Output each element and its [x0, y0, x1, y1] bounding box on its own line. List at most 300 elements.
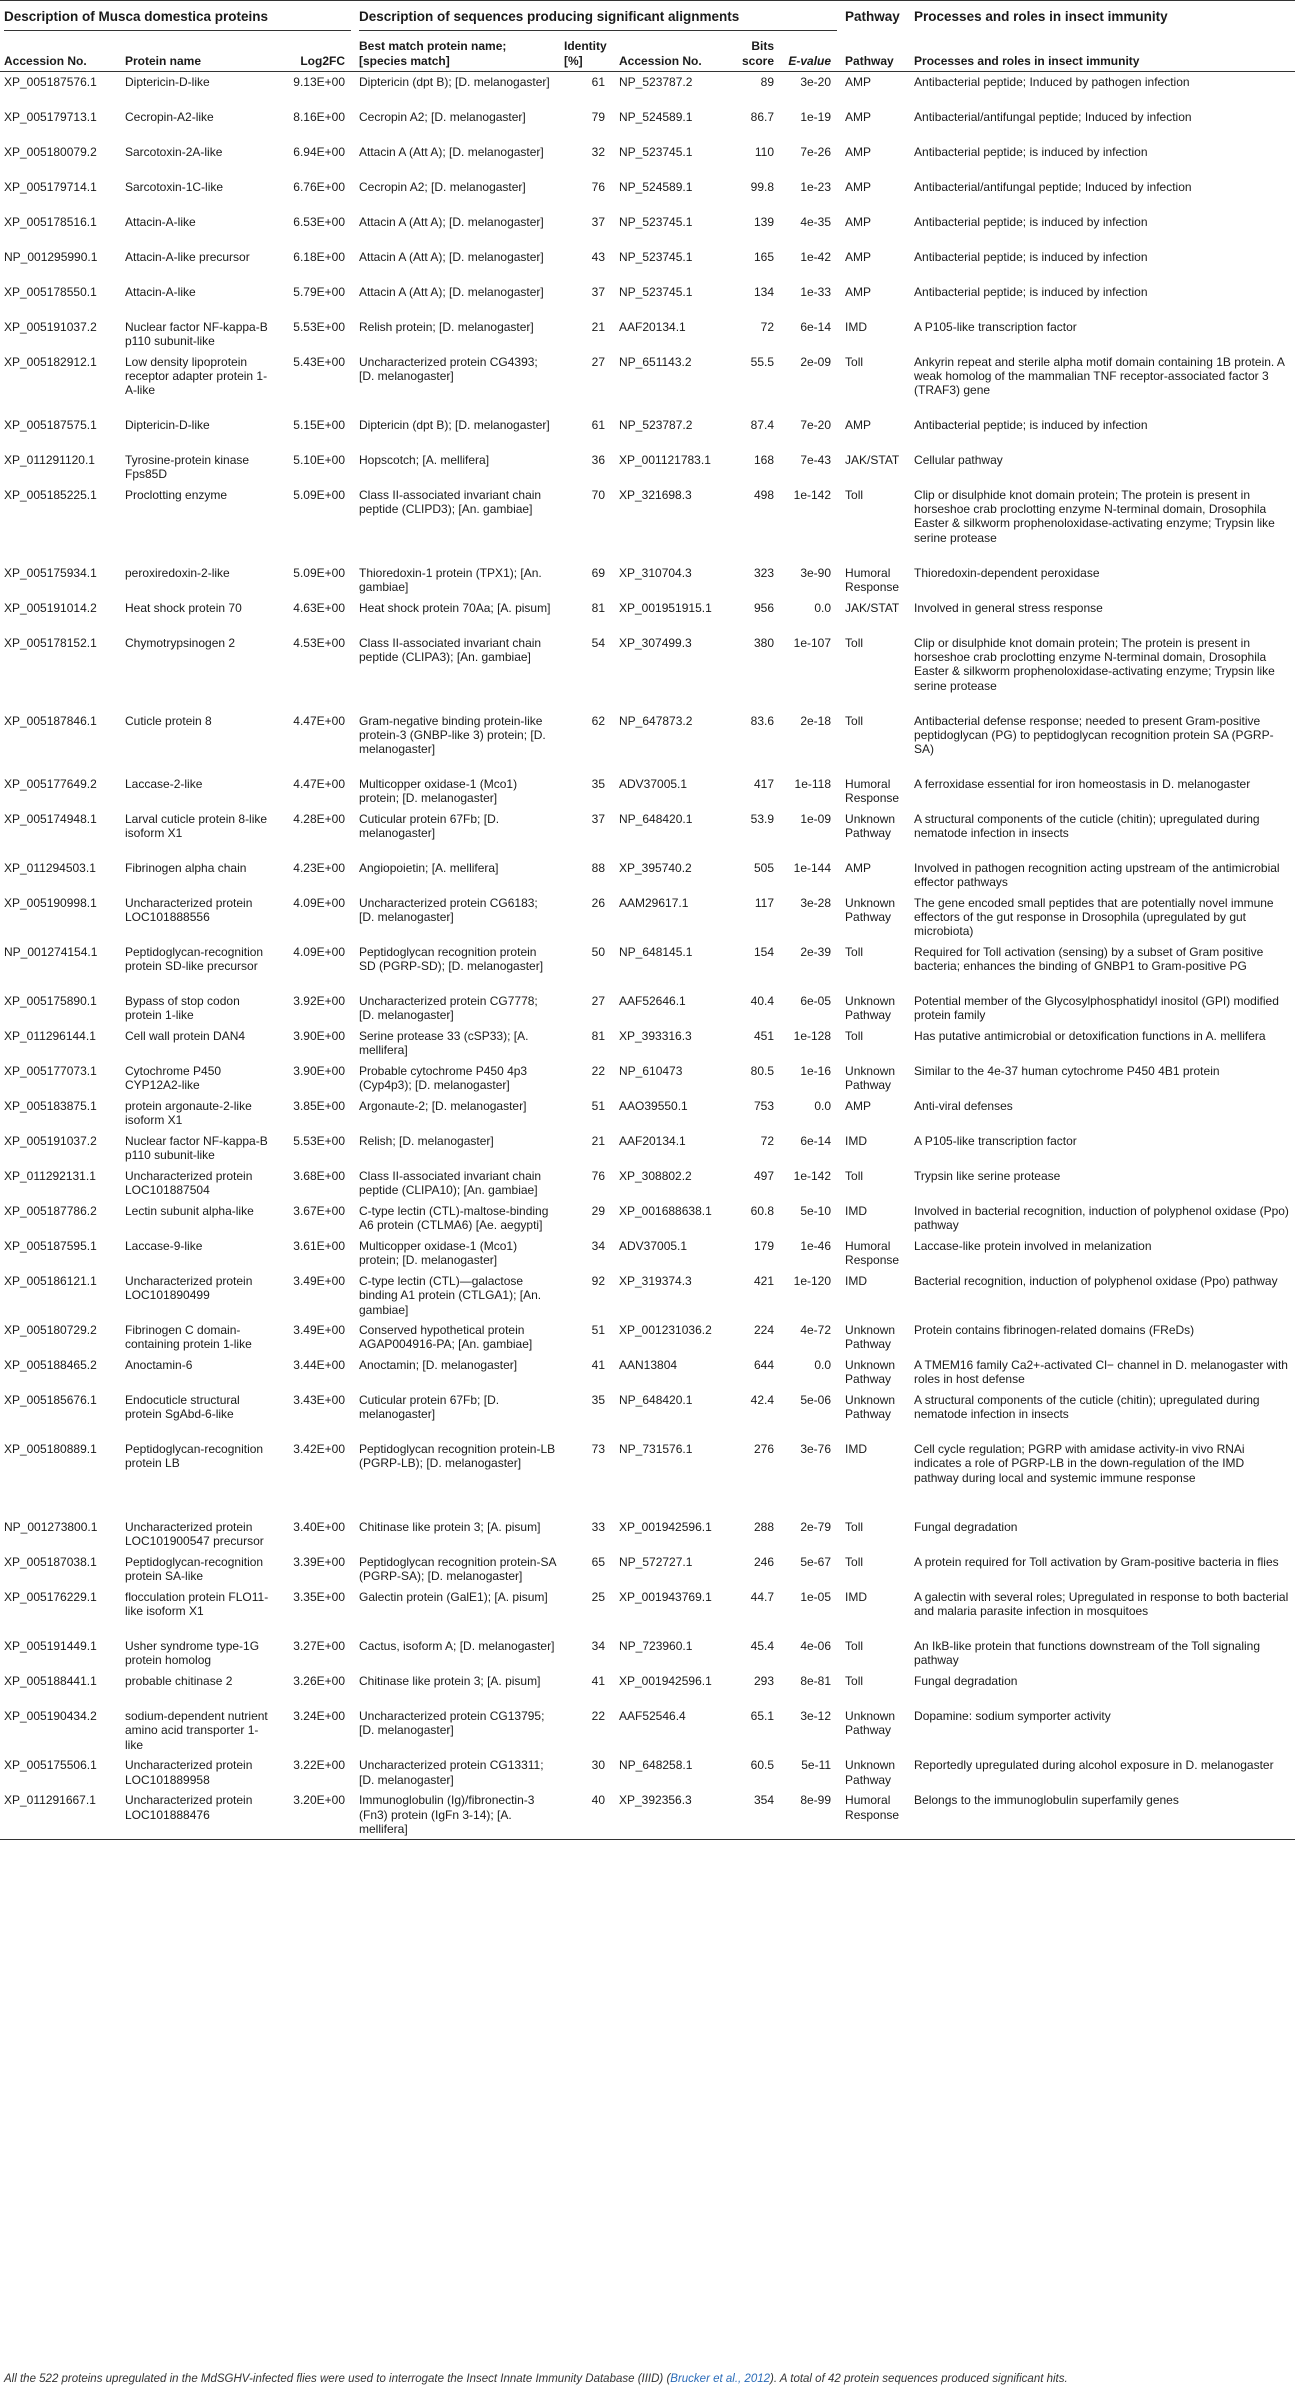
cell-pathway: JAK/STAT	[845, 452, 900, 467]
cell-e-value: 7e-43	[800, 452, 832, 467]
cell-processes: A TMEM16 family Ca2+-activated Cl− channel in D. melanogaster with roles in host defense	[914, 1357, 1288, 1387]
cell-processes: A protein required for Toll activation by Gram-positive bacteria in flies	[914, 1554, 1279, 1569]
cell-processes: Has putative antimicrobial or detoxification functions in A. mellifera	[914, 1028, 1266, 1043]
cell-best-match: Angiopoietin; [A. mellifera]	[359, 860, 499, 875]
cell-bits-score: 644	[753, 1357, 774, 1372]
cell-e-value: 3e-76	[800, 1441, 832, 1456]
cell-log2fc: 5.10E+00	[293, 452, 345, 467]
cell-log2fc: 3.90E+00	[293, 1063, 345, 1078]
cell-processes: Anti-viral defenses	[914, 1098, 1013, 1113]
cell-best-match: Multicopper oxidase-1 (Mco1) protein; [D. melanogaster]	[359, 776, 518, 805]
cell-match-accession: XP_321698.3	[619, 487, 692, 502]
cell-best-match: Argonaute-2; [D. melanogaster]	[359, 1098, 527, 1113]
cell-processes: Fungal degradation	[914, 1519, 1018, 1534]
cell-processes: Cellular pathway	[914, 452, 1003, 467]
cell-identity: 34	[591, 1638, 605, 1653]
cell-pathway: Humoral Response	[845, 1238, 900, 1268]
cell-log2fc: 4.63E+00	[293, 600, 345, 615]
cell-pathway: Toll	[845, 1638, 864, 1653]
cell-accession: XP_005175506.1	[4, 1758, 97, 1773]
table-row	[0, 247, 1295, 282]
cell-pathway: IMD	[845, 1133, 868, 1148]
cell-identity: 36	[591, 452, 605, 467]
cell-processes: A P105-like transcription factor	[914, 1133, 1077, 1148]
cell-pathway: Unknown Pathway	[845, 1322, 896, 1352]
cell-pathway: AMP	[845, 249, 872, 264]
column-header-best-match: Best match protein name; [species match]	[355, 34, 560, 72]
cell-pathway: Toll	[845, 713, 864, 728]
table-row	[0, 633, 1295, 711]
table-row	[0, 107, 1295, 142]
cell-protein-name: Chymotrypsinogen 2	[125, 635, 236, 650]
cell-accession: XP_005191037.2	[4, 319, 97, 334]
cell-accession: XP_005180889.1	[4, 1441, 97, 1456]
cell-log2fc: 3.49E+00	[293, 1273, 345, 1288]
cell-e-value: 1e-120	[793, 1273, 832, 1288]
cell-bits-score: 42.4	[750, 1392, 774, 1407]
cell-e-value: 1e-23	[800, 179, 832, 194]
cell-protein-name: Peptidoglycan-recognition protein SA-like	[125, 1554, 264, 1584]
cell-processes: Antibacterial peptide; is induced by infection	[914, 144, 1148, 159]
cell-processes: Cell cycle regulation; PGRP with amidase activity-in vivo RNAi indicates a role of PGRP-LB in the down-regulation of the IMD pathway during local and systemic immune response	[914, 1441, 1245, 1485]
cell-protein-name: Cytochrome P450 CYP12A2-like	[125, 1063, 222, 1093]
table-row	[0, 1755, 1295, 1790]
cell-log2fc: 4.47E+00	[293, 713, 345, 728]
cell-log2fc: 3.40E+00	[293, 1519, 345, 1534]
cell-best-match: Relish protein; [D. melanogaster]	[359, 319, 534, 334]
cell-log2fc: 3.35E+00	[293, 1589, 345, 1604]
cell-bits-score: 72	[760, 319, 774, 334]
cell-processes: A P105-like transcription factor	[914, 319, 1077, 334]
cell-best-match: Attacin A (Att A); [D. melanogaster]	[359, 249, 544, 264]
cell-pathway: Unknown Pathway	[845, 1063, 896, 1093]
cell-log2fc: 5.09E+00	[293, 565, 345, 580]
cell-accession: XP_005178516.1	[4, 214, 97, 229]
cell-log2fc: 4.09E+00	[293, 944, 345, 959]
cell-accession: XP_005187038.1	[4, 1554, 97, 1569]
cell-protein-name: Nuclear factor NF-kappa-B p110 subunit-like	[125, 1133, 268, 1163]
cell-bits-score: 323	[753, 565, 774, 580]
cell-best-match: C-type lectin (CTL)-maltose-binding A6 protein (CTLMA6) [Ae. aegypti]	[359, 1203, 549, 1233]
cell-best-match: Hopscotch; [A. mellifera]	[359, 452, 490, 467]
table-row	[0, 72, 1295, 107]
cell-bits-score: 80.5	[750, 1063, 774, 1078]
cell-pathway: IMD	[845, 1589, 868, 1604]
cell-identity: 40	[560, 1790, 615, 1840]
cell-processes: Reportedly upregulated during alcohol exposure in D. melanogaster	[914, 1758, 1274, 1773]
table-row	[0, 1390, 1295, 1439]
cell-pathway: Unknown Pathway	[845, 1708, 896, 1738]
cell-identity: 61	[591, 417, 605, 432]
cell-log2fc: 5.43E+00	[293, 354, 345, 369]
cell-bits-score: 87.4	[750, 417, 774, 432]
cell-bits-score: 53.9	[750, 811, 774, 826]
table-row	[0, 1706, 1295, 1755]
cell-log2fc: 3.39E+00	[293, 1554, 345, 1569]
cell-match-accession: NP_610473	[619, 1063, 683, 1078]
cell-accession: XP_011296144.1	[4, 1028, 96, 1043]
cell-e-value: 1e-142	[793, 487, 832, 502]
cell-log2fc: 3.20E+00	[273, 1790, 355, 1840]
table-row	[0, 774, 1295, 809]
cell-match-accession: NP_731576.1	[619, 1441, 693, 1456]
cell-log2fc: 3.85E+00	[293, 1098, 345, 1113]
cell-best-match: Anoctamin; [D. melanogaster]	[359, 1357, 518, 1372]
cell-bits-score: 55.5	[750, 354, 774, 369]
table-row	[0, 212, 1295, 247]
cell-match-accession: NP_648145.1	[619, 944, 693, 959]
cell-match-accession: NP_523745.1	[619, 214, 693, 229]
cell-pathway: Unknown Pathway	[845, 811, 896, 840]
cell-protein-name: Usher syndrome type-1G protein homolog	[125, 1638, 260, 1668]
column-header-row	[0, 34, 1295, 72]
cell-identity: 32	[591, 144, 605, 159]
cell-accession: XP_005187786.2	[4, 1203, 97, 1218]
cell-processes: Dopamine: sodium symporter activity	[914, 1708, 1111, 1723]
cell-accession: NP_001295990.1	[4, 249, 98, 264]
cell-best-match: Class II-associated invariant chain peptide (CLIPD3); [An. gambiae]	[359, 487, 542, 516]
cell-protein-name: Nuclear factor NF-kappa-B p110 subunit-like	[125, 319, 268, 348]
table-row	[0, 1587, 1295, 1636]
cell-best-match: Chitinase like protein 3; [A. pisum]	[359, 1519, 541, 1534]
cell-log2fc: 3.49E+00	[293, 1322, 345, 1337]
cell-identity: 81	[591, 1028, 605, 1043]
cell-processes: Antibacterial defense response; needed to present Gram-positive peptidoglycan (PG) to peptidoglycan recognition protein SA (PGRP-SA)	[914, 713, 1274, 757]
table-row	[0, 858, 1295, 893]
cell-best-match: Cuticular protein 67Fb; [D. melanogaster]	[359, 1392, 500, 1422]
cell-identity: 27	[591, 993, 605, 1008]
cell-pathway: Unknown Pathway	[845, 895, 896, 924]
cell-protein-name: Fibrinogen C domain-containing protein 1-like	[125, 1322, 252, 1352]
cell-log2fc: 6.94E+00	[293, 144, 345, 159]
cell-e-value: 1e-16	[800, 1063, 832, 1078]
cell-identity: 41	[591, 1357, 605, 1372]
cell-bits-score: 154	[753, 944, 774, 959]
cell-accession: XP_005188465.2	[4, 1357, 97, 1372]
table-row	[0, 1271, 1295, 1320]
cell-pathway: Humoral Response	[845, 776, 900, 805]
cell-match-accession: NP_523745.1	[619, 249, 693, 264]
cell-best-match: Peptidoglycan recognition protein-LB (PGRP-LB); [D. melanogaster]	[359, 1441, 556, 1471]
cell-accession: XP_005182912.1	[4, 354, 97, 369]
cell-protein-name: Attacin-A-like	[125, 214, 196, 229]
cell-identity: 88	[591, 860, 605, 875]
cell-protein-name: Laccase-9-like	[125, 1238, 203, 1253]
cell-accession: XP_005185225.1	[4, 487, 97, 502]
cell-pathway: JAK/STAT	[845, 600, 900, 615]
cell-processes: Involved in pathogen recognition acting upstream of the antimicrobial effector pathways	[914, 860, 1280, 889]
cell-e-value: 1e-128	[793, 1028, 832, 1043]
cell-log2fc: 8.16E+00	[293, 109, 345, 124]
cell-pathway: AMP	[845, 860, 872, 875]
cell-e-value: 5e-10	[800, 1203, 832, 1218]
cell-identity: 54	[591, 635, 605, 650]
cell-e-value: 1e-05	[800, 1589, 832, 1604]
cell-bits-score: 505	[753, 860, 774, 875]
table-row	[0, 1320, 1295, 1355]
cell-best-match: Diptericin (dpt B); [D. melanogaster]	[359, 417, 550, 432]
cell-match-accession: AAF20134.1	[619, 1133, 686, 1148]
cell-best-match: Class II-associated invariant chain peptide (CLIPA10); [An. gambiae]	[359, 1168, 542, 1198]
cell-pathway: Humoral Response	[841, 1790, 910, 1840]
cell-bits-score: 168	[753, 452, 774, 467]
cell-match-accession: ADV37005.1	[619, 1238, 688, 1253]
cell-pathway: Unknown Pathway	[845, 1357, 896, 1387]
table-row	[0, 563, 1295, 598]
cell-protein-name: Diptericin-D-like	[125, 75, 210, 89]
cell-accession: XP_011291120.1	[4, 452, 95, 467]
cell-e-value: 5e-11	[801, 1758, 832, 1773]
cell-processes: Thioredoxin-dependent peroxidase	[914, 565, 1100, 580]
cell-protein-name: Peptidoglycan-recognition protein SD-like precursor	[125, 944, 264, 974]
cell-log2fc: 5.53E+00	[293, 1133, 345, 1148]
cell-identity: 70	[591, 487, 605, 502]
cell-processes: Antibacterial/antifungal peptide; Induced by infection	[914, 179, 1192, 194]
cell-identity: 22	[591, 1708, 605, 1723]
cell-best-match: Galectin protein (GalE1); [A. pisum]	[359, 1589, 548, 1604]
cell-accession: XP_011294503.1	[4, 860, 96, 875]
cell-e-value: 7e-26	[800, 144, 832, 159]
cell-match-accession: NP_648258.1	[619, 1758, 693, 1773]
cell-bits-score: 44.7	[750, 1589, 774, 1604]
cell-e-value: 4e-06	[800, 1638, 832, 1653]
cell-bits-score: 72	[760, 1133, 774, 1148]
cell-processes: Bacterial recognition, induction of polyphenol oxidase (Ppo) pathway	[914, 1273, 1278, 1288]
table-row	[0, 415, 1295, 450]
cell-accession: XP_005187595.1	[4, 1238, 97, 1253]
cell-protein-name: peroxiredoxin-2-like	[125, 565, 230, 580]
group-header-pathway: Pathway	[841, 1, 910, 35]
cell-e-value: 3e-12	[800, 1708, 832, 1723]
cell-processes: Trypsin like serine protease	[914, 1168, 1061, 1183]
cell-best-match: Multicopper oxidase-1 (Mco1) protein; [D. melanogaster]	[359, 1238, 518, 1268]
table-row	[0, 1671, 1295, 1706]
table-row	[0, 598, 1295, 633]
cell-match-accession: AAF52546.4	[619, 1708, 686, 1723]
cell-protein-name: Bypass of stop codon protein 1-like	[125, 993, 240, 1023]
cell-processes: Involved in bacterial recognition, induction of polyphenol oxidase (Ppo) pathway	[914, 1203, 1289, 1233]
cell-protein-name: Uncharacterized protein LOC101889958	[125, 1758, 253, 1787]
cell-processes: Ankyrin repeat and sterile alpha motif domain containing 1B protein. A weak homolog of the mammalian TNF receptor-associated factor 3 (TRAF3) gene	[914, 354, 1285, 398]
cell-identity: 35	[591, 776, 605, 791]
cell-match-accession: XP_393316.3	[619, 1028, 692, 1043]
cell-pathway: Toll	[845, 635, 864, 650]
cell-protein-name: Diptericin-D-like	[125, 417, 210, 432]
cell-pathway: AMP	[845, 179, 872, 194]
cell-match-accession: XP_308802.2	[619, 1168, 692, 1183]
cell-identity: 76	[591, 179, 605, 194]
cell-best-match: Cecropin A2; [D. melanogaster]	[359, 109, 526, 124]
cell-processes: A structural components of the cuticle (chitin); upregulated during nematode infection in insects	[914, 1392, 1260, 1422]
cell-processes: Fungal degradation	[914, 1673, 1018, 1688]
cell-pathway: IMD	[845, 1203, 868, 1218]
cell-e-value: 1e-19	[800, 109, 832, 124]
cell-pathway: AMP	[845, 284, 872, 299]
cell-e-value: 1e-33	[800, 284, 832, 299]
cell-best-match: Peptidoglycan recognition protein-SA (PGRP-SA); [D. melanogaster]	[359, 1554, 556, 1584]
column-header-e-value: E-value	[784, 34, 841, 72]
table-row	[0, 1236, 1295, 1271]
cell-bits-score: 134	[753, 284, 774, 299]
cell-e-value: 5e-67	[800, 1554, 832, 1569]
cell-processes: A structural components of the cuticle (chitin); upregulated during nematode infection in insects	[914, 811, 1260, 840]
cell-protein-name: Uncharacterized protein LOC101890499	[125, 1273, 253, 1303]
cell-bits-score: 60.5	[750, 1758, 774, 1773]
cell-identity: 62	[591, 713, 605, 728]
cell-accession: XP_005185676.1	[4, 1392, 97, 1407]
cell-bits-score: 45.4	[750, 1638, 774, 1653]
cell-bits-score: 293	[753, 1673, 774, 1688]
cell-match-accession: NP_648420.1	[619, 811, 693, 826]
cell-log2fc: 3.90E+00	[293, 1028, 345, 1043]
group-header-musca: Description of Musca domestica proteins	[0, 1, 355, 35]
cell-accession: XP_005175890.1	[4, 993, 97, 1008]
cell-e-value: 4e-72	[800, 1322, 832, 1337]
cell-processes: Antibacterial peptide; is induced by infection	[914, 249, 1148, 264]
cell-identity: 61	[591, 75, 605, 89]
cell-e-value: 7e-20	[800, 417, 832, 432]
cell-bits-score: 99.8	[750, 179, 774, 194]
cell-match-accession: XP_001943769.1	[619, 1589, 712, 1604]
table-row	[0, 317, 1295, 352]
cell-protein-name: sodium-dependent nutrient amino acid transporter 1-like	[125, 1708, 268, 1752]
cell-protein-name: probable chitinase 2	[125, 1673, 233, 1688]
cell-pathway: Toll	[845, 1519, 864, 1534]
cell-identity: 26	[591, 895, 605, 910]
cell-match-accession: NP_647873.2	[619, 713, 693, 728]
cell-e-value: 1e-118	[794, 776, 832, 791]
cell-identity: 34	[591, 1238, 605, 1253]
column-header-protein-name: Protein name	[121, 34, 273, 72]
cell-accession: XP_005190998.1	[4, 895, 97, 910]
cell-match-accession: NP_523787.2	[619, 417, 693, 432]
cell-best-match: Uncharacterized protein CG6183; [D. melanogaster]	[359, 895, 538, 924]
cell-identity: 33	[591, 1519, 605, 1534]
cell-processes: Clip or disulphide knot domain protein; The protein is present in horseshoe crab proclotting enzyme N-terminal domain, Drosophila Easter & silkworm prophenoloxidase-activating enzyme; Trypsin like serine protease	[914, 487, 1275, 545]
cell-match-accession: XP_001942596.1	[619, 1519, 712, 1534]
cell-best-match: Uncharacterized protein CG4393; [D. melanogaster]	[359, 354, 538, 383]
cell-accession: XP_011292131.1	[4, 1168, 96, 1183]
cell-accession: XP_005178550.1	[4, 284, 97, 299]
cell-match-accession: XP_001951915.1	[619, 600, 712, 615]
cell-match-accession: NP_523745.1	[619, 144, 693, 159]
cell-identity: 21	[591, 319, 605, 334]
cell-bits-score: 179	[753, 1238, 774, 1253]
cell-pathway: Toll	[845, 1673, 864, 1688]
cell-bits-score: 498	[753, 487, 774, 502]
cell-bits-score: 117	[754, 895, 774, 910]
cell-match-accession: NP_524589.1	[619, 109, 693, 124]
table-row	[0, 485, 1295, 563]
cell-processes: Protein contains fibrinogen-related domains (FReDs)	[914, 1322, 1195, 1337]
cell-identity: 27	[591, 354, 605, 369]
cell-best-match: Uncharacterized protein CG7778; [D. melanogaster]	[359, 993, 538, 1023]
cell-processes: Required for Toll activation (sensing) by a subset of Gram positive bacteria; enhances the binding of GNBP1 to Gram-positive PG	[914, 944, 1264, 974]
cell-protein-name: Cuticle protein 8	[125, 713, 212, 728]
cell-pathway: Unknown Pathway	[845, 993, 896, 1023]
cell-identity: 92	[591, 1273, 605, 1288]
cell-log2fc: 5.53E+00	[293, 319, 345, 334]
cell-bits-score: 139	[753, 214, 774, 229]
cell-log2fc: 3.61E+00	[293, 1238, 345, 1253]
footnote-text-before: All the 522 proteins upregulated in the MdSGHV-infected flies were used to interrogate the Insect Innate Immunity Database (IIID) (	[4, 2373, 671, 2385]
cell-identity: 35	[591, 1392, 605, 1407]
cell-processes: Antibacterial peptide; is induced by infection	[914, 284, 1148, 299]
cell-e-value: 0.0	[814, 1357, 832, 1372]
cell-accession: XP_005183875.1	[4, 1098, 97, 1113]
cell-protein-name: Uncharacterized protein LOC101900547 precursor	[125, 1519, 264, 1549]
cell-processes: Antibacterial/antifungal peptide; Induced by infection	[914, 109, 1192, 124]
cell-match-accession: XP_001231036.2	[619, 1322, 712, 1337]
cell-best-match: Conserved hypothetical protein AGAP004916-PA; [An. gambiae]	[359, 1322, 533, 1352]
footnote-reference-link[interactable]: Brucker et al., 2012	[670, 2373, 771, 2385]
cell-accession: XP_005186121.1	[4, 1273, 97, 1288]
cell-e-value: 6e-14	[800, 1133, 832, 1148]
table-row	[0, 142, 1295, 177]
column-header-pathway: Pathway	[841, 34, 910, 72]
cell-match-accession: XP_392356.3	[615, 1790, 722, 1840]
cell-processes: Antibacterial peptide; is induced by infection	[914, 417, 1148, 432]
cell-accession: XP_005191037.2	[4, 1133, 97, 1148]
table-row	[0, 1096, 1295, 1131]
cell-match-accession: AAF20134.1	[619, 319, 686, 334]
cell-e-value: 6e-05	[800, 993, 832, 1008]
cell-protein-name: Anoctamin-6	[125, 1357, 193, 1372]
cell-best-match: Immunoglobulin (Ig)/fibronectin-3 (Fn3) protein (IgFn 3-14); [A. mellifera]	[355, 1790, 560, 1840]
group-header-alignments: Description of sequences producing significant alignments	[355, 1, 841, 35]
cell-best-match: Diptericin (dpt B); [D. melanogaster]	[359, 75, 550, 89]
cell-identity: 50	[591, 944, 605, 959]
cell-match-accession: XP_001688638.1	[619, 1203, 712, 1218]
cell-identity: 29	[591, 1203, 605, 1218]
cell-log2fc: 4.09E+00	[293, 895, 345, 910]
group-header-row	[0, 1, 1295, 35]
cell-match-accession: NP_572727.1	[619, 1554, 693, 1569]
cell-bits-score: 956	[753, 600, 774, 615]
cell-protein-name: flocculation protein FLO11-like isoform X1	[125, 1589, 269, 1619]
cell-best-match: Class II-associated invariant chain peptide (CLIPA3); [An. gambiae]	[359, 635, 542, 664]
cell-bits-score: 165	[753, 249, 774, 264]
cell-protein-name: Proclotting enzyme	[125, 487, 228, 502]
cell-best-match: Cecropin A2; [D. melanogaster]	[359, 179, 526, 194]
cell-log2fc: 6.53E+00	[293, 214, 345, 229]
column-header-processes: Processes and roles in insect immunity	[910, 34, 1295, 72]
cell-pathway: IMD	[845, 319, 868, 334]
cell-e-value: 2e-39	[800, 944, 832, 959]
cell-identity: 43	[591, 249, 605, 264]
cell-bits-score: 246	[753, 1554, 774, 1569]
cell-processes: Antibacterial peptide; is induced by infection	[914, 214, 1148, 229]
cell-accession: XP_005179714.1	[4, 179, 97, 194]
table-row	[0, 352, 1295, 415]
cell-bits-score: 497	[753, 1168, 774, 1183]
cell-log2fc: 9.13E+00	[293, 75, 345, 89]
cell-protein-name: Sarcotoxin-1C-like	[125, 179, 224, 194]
cell-log2fc: 5.09E+00	[293, 487, 345, 502]
cell-e-value: 6e-14	[800, 319, 832, 334]
cell-accession: XP_005178152.1	[4, 635, 97, 650]
cell-identity: 37	[591, 214, 605, 229]
cell-best-match: Chitinase like protein 3; [A. pisum]	[359, 1673, 541, 1688]
cell-bits-score: 110	[754, 144, 774, 159]
cell-bits-score: 451	[753, 1028, 774, 1043]
column-header-identity: Identity [%]	[560, 34, 615, 72]
cell-pathway: IMD	[845, 1273, 868, 1288]
cell-e-value: 1e-144	[793, 860, 832, 875]
cell-best-match: Uncharacterized protein CG13795; [D. melanogaster]	[359, 1708, 545, 1738]
column-header-accession: Accession No.	[0, 34, 121, 72]
cell-pathway: AMP	[845, 75, 872, 89]
